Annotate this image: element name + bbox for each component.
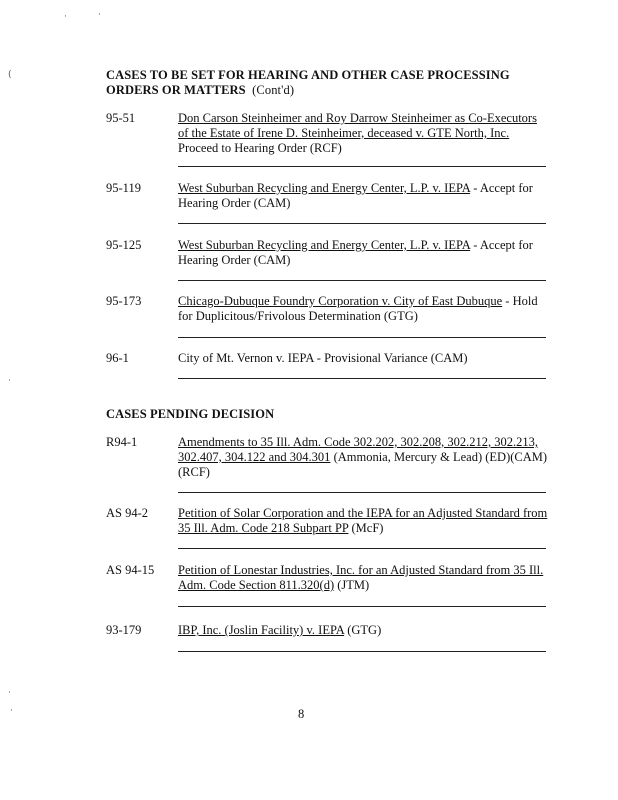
case-number: AS 94-2 xyxy=(106,506,149,520)
case-action: - Accept for Hearing Order (CAM) xyxy=(178,238,533,267)
signature-line xyxy=(178,492,546,493)
case-number: 93-179 xyxy=(106,623,142,637)
case-title: Petition of Solar Corporation and the IEPA for an Adjusted Standard from 35 Ill. Adm. Code 218 Subpart PP xyxy=(178,506,548,535)
case-title: West Suburban Recycling and Energy Center, L.P. v. IEPA xyxy=(178,238,471,252)
case-action: (McF) xyxy=(351,521,384,535)
signature-line xyxy=(178,166,546,167)
signature-line xyxy=(178,606,546,607)
case-title: West Suburban Recycling and Energy Center, L.P. v. IEPA xyxy=(178,181,471,195)
case-description xyxy=(178,294,550,324)
section-heading-line1: CASES TO BE SET FOR HEARING AND OTHER CASE PROCESSING xyxy=(106,68,510,82)
case-title: IBP, Inc. (Joslin Facility) v. IEPA xyxy=(178,623,345,637)
signature-line xyxy=(178,280,546,281)
case-title: Chicago-Dubuque Foundry Corporation v. City of East Dubuque xyxy=(178,294,503,308)
section-heading-line2-text: ORDERS OR MATTERS xyxy=(106,83,246,97)
case-description xyxy=(178,238,550,268)
section-heading-hearing xyxy=(106,68,510,98)
section-heading-pending: CASES PENDING DECISION xyxy=(106,407,275,421)
signature-line xyxy=(178,651,546,652)
case-number: 95-125 xyxy=(106,238,142,252)
scan-speck: · xyxy=(8,688,11,698)
scan-speck: · xyxy=(64,12,67,22)
case-action: (JTM) xyxy=(337,578,370,592)
signature-line xyxy=(178,378,546,379)
case-description xyxy=(178,563,550,593)
case-action: Proceed to Hearing Order (RCF) xyxy=(178,141,342,155)
signature-line xyxy=(178,223,546,224)
case-action: - Provisional Variance (CAM) xyxy=(316,351,468,365)
case-number: 96-1 xyxy=(106,351,129,365)
case-number: AS 94-15 xyxy=(106,563,155,577)
case-description xyxy=(178,351,550,366)
case-action: - Accept for Hearing Order (CAM) xyxy=(178,181,533,210)
case-title: City of Mt. Vernon v. IEPA xyxy=(178,351,314,365)
section-heading-contd: (Cont'd) xyxy=(252,83,295,97)
scan-speck: · xyxy=(8,376,11,386)
case-description xyxy=(178,111,550,156)
case-description xyxy=(178,435,550,480)
case-description xyxy=(178,623,550,638)
signature-line xyxy=(178,337,546,338)
signature-line xyxy=(178,548,546,549)
case-number: 95-173 xyxy=(106,294,142,308)
scan-speck: ( xyxy=(8,70,12,80)
case-number: R94-1 xyxy=(106,435,138,449)
page-number: 8 xyxy=(298,707,305,721)
case-action: (Ammonia, Mercury & Lead) (ED)(CAM)(RCF) xyxy=(178,450,548,479)
case-action: (GTG) xyxy=(347,623,382,637)
case-title: Don Carson Steinheimer and Roy Darrow Steinheimer as Co-Executors of the Estate of Irene D. Steinheimer, deceased v. GTE North, Inc. xyxy=(178,111,537,140)
case-description xyxy=(178,506,550,536)
scan-speck: · xyxy=(98,10,101,20)
case-number: 95-119 xyxy=(106,181,141,195)
case-number: 95-51 xyxy=(106,111,136,125)
section-heading-line2 xyxy=(106,83,510,98)
case-action: - Hold for Duplicitous/Frivolous Determination (GTG) xyxy=(178,294,538,323)
case-title: Petition of Lonestar Industries, Inc. for an Adjusted Standard from 35 Ill. Adm. Code Section 811.320(d) xyxy=(178,563,544,592)
case-title: Amendments to 35 Ill. Adm. Code 302.202, 302.208, 302.212, 302.213, 302.407, 304.122 and 304.301 xyxy=(178,435,539,464)
case-description xyxy=(178,181,550,211)
scan-speck: · xyxy=(10,706,13,716)
